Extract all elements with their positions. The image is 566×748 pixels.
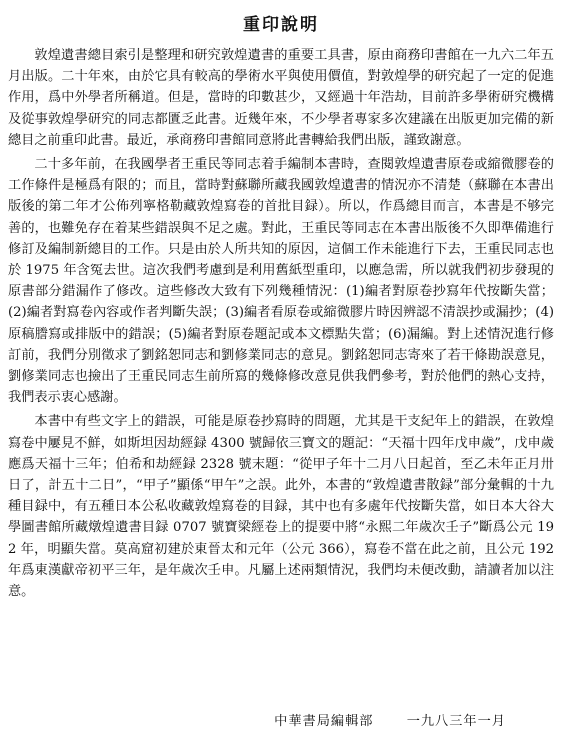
signature xyxy=(274,712,506,732)
paragraph-3: 本書中有些文字上的錯誤，可能是原卷抄寫時的問題，尤其是干支紀年上的錯誤，在敦煌寫卷中屢見不鮮，如斯坦因劫經録 4300 號歸依三寶文的題記：“天福十四年戊申歲”，戊申歲應爲天福十三年；伯希和劫經録 2328 號末題：“從甲子年十二月八日起首，至乙未年正月卅日了，計五十二日”，“甲子”顯係“甲午”之誤。此外，本書的“敦煌遺書散録”部分彙輯的十九種目録中，有五種日本公私收藏敦煌寫卷的目録，其中也有多處年代按斷失當，如日本大谷大學圖書館所藏燉煌遺書目録 0707 號寶梁經卷上的提要中將“永熙二年歲次壬子”斷爲公元 192 年，明顯失當。莫高窟初建於東晉太和元年（公元 366），寫卷不當在此之前，且公元 192 年爲東漢獻帝初平三年，是年歲次壬申。凡屬上述兩類情況，我們均未便改動，請讀者加以注意。 xyxy=(8,414,554,600)
paragraph-2: 二十多年前，在我國學者王重民等同志着手編制本書時，查閱敦煌遺書原卷或縮微膠卷的工作條件是極爲有限的；而且，當時對蘇聯所藏我國敦煌遺書的情況亦不清楚（蘇聯在本書出版後的第二年才公佈列寧格勒藏敦煌寫卷的首批目録）。所以，作爲總目而言，本書是不够完善的，也難免存在着某些錯誤與不足之處。對此，王重民等同志在本書出版後不久即準備進行修訂及編制新總目的工作。只是由於人所共知的原因，這個工作未能進行下去，王重民同志也於 1975 年含冤去世。這次我們考慮到是利用舊紙型重印，以應急需，所以就我們初步發現的原書部分錯漏作了修改。這些修改大致有下列幾種情況：(1)編者對原卷抄寫年代按斷失當；(2)編者對寫卷內容或作者判斷失誤；(3)編者看原卷或縮微膠片時因辨認不清誤抄或漏抄；(4)原稿謄寫或排版中的錯誤；(5)編者對原卷題記或本文標點失當；(6)漏編。對上述情況進行修訂前，我們分別徵求了劉銘恕同志和劉修業同志的意見。劉銘恕同志寄來了若干條勘誤意見，劉修業同志也撿出了王重民同志生前所寫的幾條修改意見供我們參考，對於他們的熱心支持，我們表示衷心感謝。 xyxy=(8,157,554,406)
paragraph-1: 敦煌遺書總目索引是整理和研究敦煌遺書的重要工具書，原由商務印書館在一九六二年五月出版。二十年來，由於它具有較高的學術水平與使用價值，對敦煌學的研究起了一定的促進作用，爲中外學者所稱道。但是，當時的印數甚少，又經過十年浩劫，目前許多學術研究機構及從事敦煌學研究的同志都匱乏此書。近幾年來，不少學者專家多次建議在出版更加完備的新總目之前重印此書。最近，承商務印書館同意將此書轉給我們出版，謹致謝意。 xyxy=(8,48,554,148)
signature-date: 一九八三年一月 xyxy=(406,714,506,729)
signature-org: 中華書局編輯部 xyxy=(274,714,374,729)
page-title: 重印說明 xyxy=(243,15,319,35)
